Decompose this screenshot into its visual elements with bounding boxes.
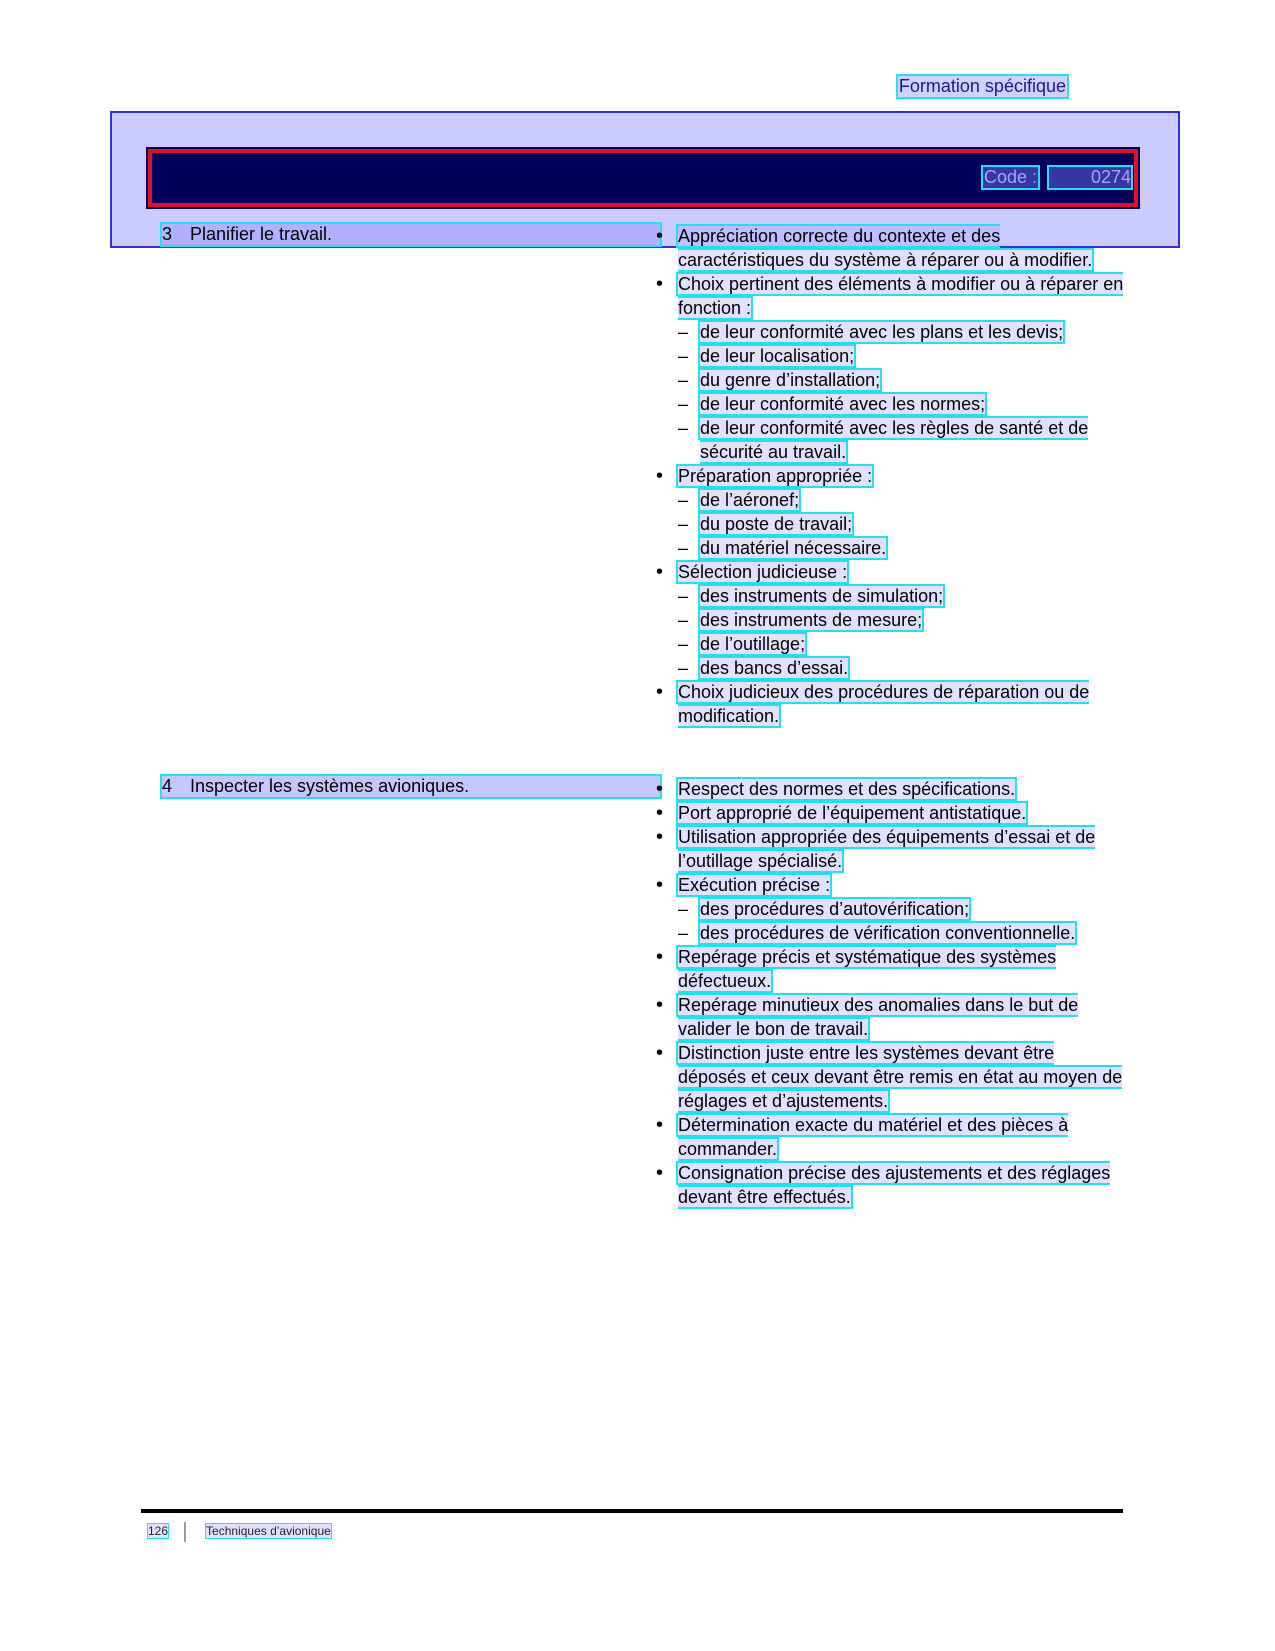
criterion-text: Exécution précise : <box>678 875 831 895</box>
criterion-text: Repérage minutieux des anomalies dans le but de valider le bon de travail. <box>678 995 1079 1039</box>
criterion-item <box>656 1161 1126 1209</box>
sub-criterion-item <box>678 921 1126 945</box>
criterion-item <box>656 1041 1126 1113</box>
criterion-item <box>656 801 1126 825</box>
criterion-text: Port approprié de l’équipement antistatique. <box>678 803 1027 823</box>
sub-criterion-text: du poste de travail; <box>700 514 853 534</box>
sub-criterion-text: de l’outillage; <box>700 634 806 654</box>
criterion-item <box>656 993 1126 1041</box>
sub-criterion-text: des instruments de simulation; <box>700 586 944 606</box>
sub-criterion-item <box>678 536 1126 560</box>
sub-criteria-list <box>678 584 1126 680</box>
sub-criterion-text: de leur localisation; <box>700 346 855 366</box>
criterion-text: Choix judicieux des procédures de réparation ou de modification. <box>678 682 1090 726</box>
criterion-item <box>656 560 1126 680</box>
sub-criterion-item <box>678 512 1126 536</box>
criterion-text: Choix pertinent des éléments à modifier ou à réparer en fonction : <box>678 274 1124 318</box>
criterion-item <box>656 777 1126 801</box>
sub-criteria-list <box>678 897 1126 945</box>
criterion-text: Consignation précise des ajustements et des réglages devant être effectués. <box>678 1163 1111 1207</box>
criterion-text: Distinction juste entre les systèmes devant être déposés et ceux devant être remis en état au moyen de réglages et d’ajustements. <box>678 1043 1123 1111</box>
sub-criterion-text: de leur conformité avec les règles de santé et de sécurité au travail. <box>700 418 1089 462</box>
sub-criterion-text: des bancs d’essai. <box>700 658 849 678</box>
section-number: 3 <box>162 224 173 244</box>
section-4-criteria <box>656 777 1126 1209</box>
sub-criteria-list <box>678 320 1126 464</box>
footer <box>148 1522 331 1542</box>
section-title: Planifier le travail. <box>190 224 333 244</box>
sub-criterion-item <box>678 584 1126 608</box>
section-3-label <box>162 224 660 245</box>
sub-criterion-item <box>678 392 1126 416</box>
sub-criterion-item <box>678 488 1126 512</box>
sub-criterion-text: du genre d’installation; <box>700 370 881 390</box>
criterion-text: Respect des normes et des spécifications. <box>678 779 1016 799</box>
sub-criterion-text: des procédures de vérification conventionnelle. <box>700 923 1076 943</box>
sub-criterion-item <box>678 368 1126 392</box>
section-3-criteria <box>656 224 1126 728</box>
criterion-item <box>656 945 1126 993</box>
sub-criteria-list <box>678 488 1126 560</box>
sub-criterion-item <box>678 320 1126 344</box>
code-label: Code : <box>983 167 1037 187</box>
section-4-label <box>162 776 660 797</box>
criterion-text: Utilisation appropriée des équipements d’essai et de l’outillage spécialisé. <box>678 827 1096 871</box>
criterion-text: Préparation appropriée : <box>678 466 873 486</box>
criterion-text: Repérage précis et systématique des systèmes défectueux. <box>678 947 1057 991</box>
footer-separator <box>184 1522 186 1542</box>
sub-criterion-text: du matériel nécessaire. <box>700 538 887 558</box>
criterion-item <box>656 825 1126 873</box>
sub-criterion-item <box>678 608 1126 632</box>
criterion-item <box>656 873 1126 945</box>
section-number: 4 <box>162 776 173 796</box>
page-number: 126 <box>148 1524 169 1539</box>
criterion-item <box>656 680 1126 728</box>
title-bar <box>148 149 1138 207</box>
criterion-item <box>656 272 1126 464</box>
criterion-text: Appréciation correcte du contexte et des caractéristiques du système à réparer ou à modifier. <box>678 226 1093 270</box>
sub-criterion-item <box>678 344 1126 368</box>
criterion-item <box>656 464 1126 560</box>
sub-criterion-item <box>678 416 1126 464</box>
running-head: Formation spécifique <box>898 76 1066 96</box>
sub-criterion-text: de l’aéronef; <box>700 490 800 510</box>
sub-criterion-text: des instruments de mesure; <box>700 610 923 630</box>
sub-criterion-text: de leur conformité avec les plans et les devis; <box>700 322 1064 342</box>
sub-criterion-item <box>678 897 1126 921</box>
sub-criterion-text: des procédures d’autovérification; <box>700 899 970 919</box>
section-title: Inspecter les systèmes avioniques. <box>190 776 470 796</box>
sub-criterion-item <box>678 656 1126 680</box>
code-value: 0274 <box>1049 167 1131 188</box>
criterion-text: Sélection judicieuse : <box>678 562 848 582</box>
sub-criterion-item <box>678 632 1126 656</box>
criterion-item <box>656 1113 1126 1161</box>
criterion-item <box>656 224 1126 272</box>
criterion-text: Détermination exacte du matériel et des pièces à commander. <box>678 1115 1069 1159</box>
footer-rule <box>141 1509 1123 1513</box>
program-title: Techniques d’avionique <box>206 1524 331 1539</box>
sub-criterion-text: de leur conformité avec les normes; <box>700 394 986 414</box>
